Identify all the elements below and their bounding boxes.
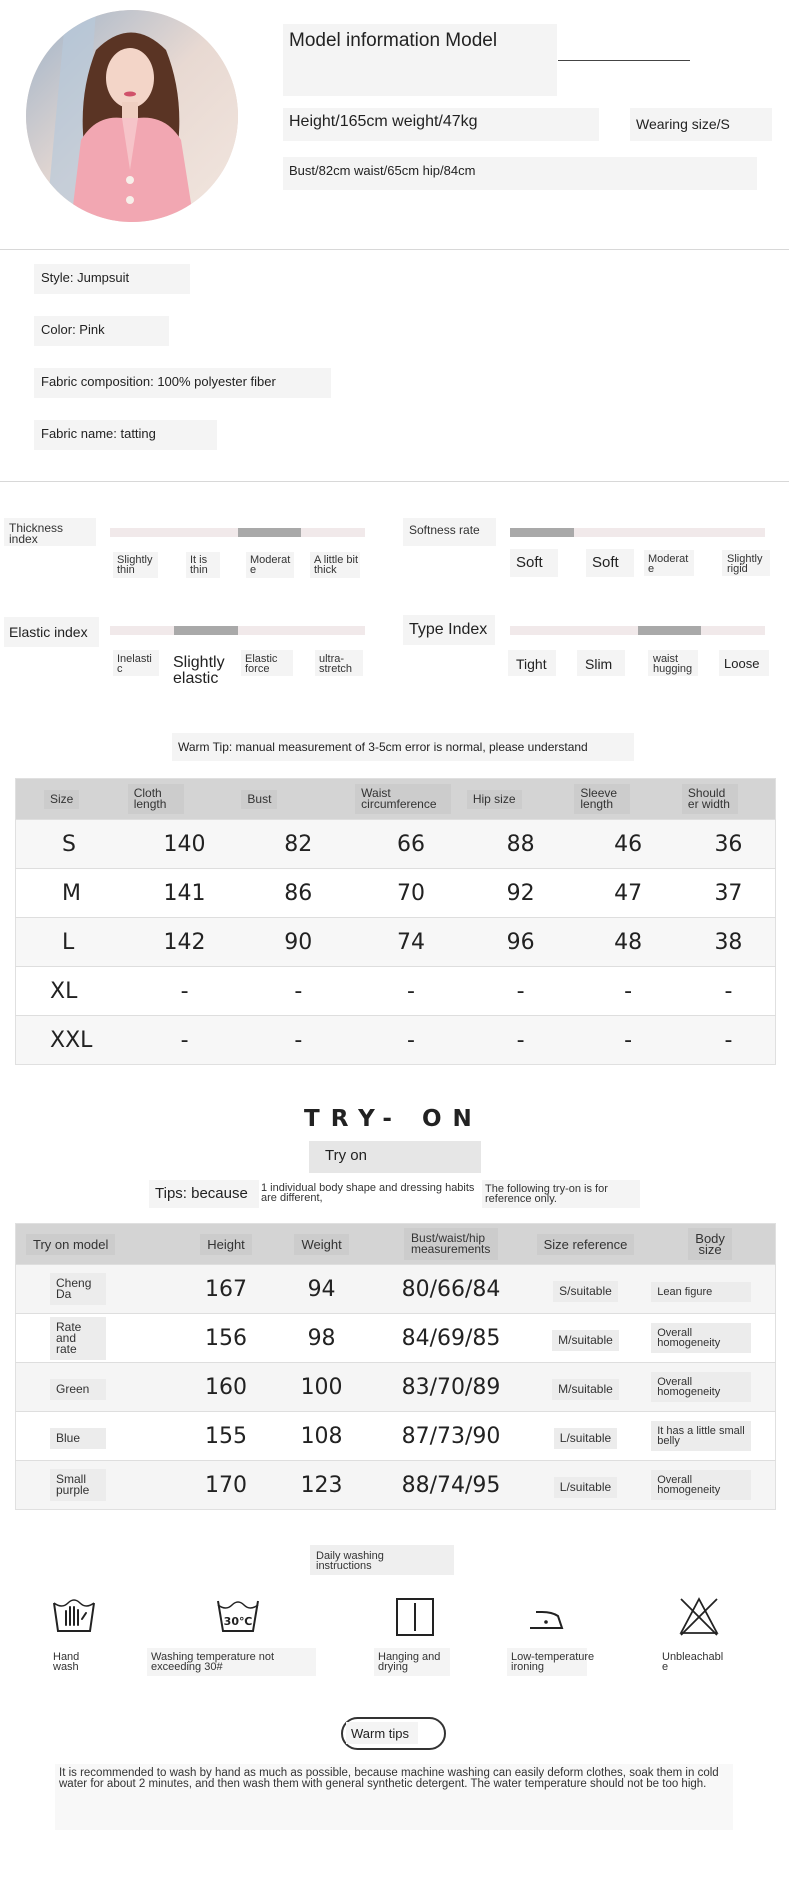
table-cell: 46 [574, 820, 682, 869]
hand-wash-icon [52, 1595, 96, 1639]
table-cell: 155 [185, 1412, 267, 1461]
size-table [15, 778, 776, 1065]
header-cell [267, 1224, 376, 1265]
size-reference: L/suitable [554, 1428, 617, 1449]
table-cell: 70 [355, 869, 467, 918]
header-waist: Waist circumference [355, 784, 451, 814]
header-measurements: Bust/waist/hip measurements [404, 1228, 498, 1260]
table-cell [16, 1412, 186, 1461]
washing-title: Daily washing instructions [316, 1550, 384, 1572]
table-cell: - [574, 967, 682, 1016]
wash-temp-label: Washing temperature not exceeding 30# [151, 1651, 275, 1673]
no-bleach-icon [677, 1595, 721, 1639]
hand-wash-label: Hand wash [53, 1651, 80, 1673]
table-cell: - [467, 967, 575, 1016]
header-weight: Weight [294, 1234, 348, 1255]
table-cell: 167 [185, 1265, 267, 1314]
divider [0, 481, 789, 482]
table-cell [526, 1461, 645, 1510]
table-cell [16, 1314, 186, 1363]
table-cell: 108 [267, 1412, 376, 1461]
hang-dry-label: Hanging and drying [378, 1651, 441, 1673]
size-reference: M/suitable [552, 1379, 619, 1400]
header-cloth-length: Cloth length [128, 784, 184, 814]
model-photo [26, 10, 238, 222]
size-reference: L/suitable [554, 1477, 617, 1498]
table-cell: 87/73/90 [376, 1412, 525, 1461]
body-size: It has a little small belly [651, 1421, 751, 1451]
wash-30-text: 30℃ [223, 1615, 253, 1628]
model-name: Small purple [50, 1469, 106, 1501]
thickness-fill [238, 528, 301, 537]
thickness-option-4: A little bit thick [314, 554, 359, 576]
tips-middle: 1 individual body shape and dressing habits are different, [261, 1182, 475, 1204]
table-cell: - [682, 1016, 776, 1065]
table-cell: - [128, 1016, 242, 1065]
header-cell [376, 1224, 525, 1265]
wash-30-icon [216, 1595, 260, 1639]
thickness-index-label: Thickness index [9, 521, 64, 546]
header-body-size: Body size [688, 1228, 732, 1260]
table-cell: 80/66/84 [376, 1265, 525, 1314]
header-cell [682, 779, 776, 820]
table-cell: 96 [467, 918, 575, 967]
header-size: Size [44, 790, 79, 809]
table-row [16, 1016, 776, 1065]
table-cell: 98 [267, 1314, 376, 1363]
product-composition: Fabric composition: 100% polyester fiber [41, 374, 276, 389]
header-hip: Hip size [467, 790, 522, 809]
table-row [16, 918, 776, 967]
table-cell: - [128, 967, 242, 1016]
table-cell: XL [16, 967, 128, 1016]
table-row [16, 1363, 776, 1412]
header-cell [16, 779, 128, 820]
table-cell: 84/69/85 [376, 1314, 525, 1363]
table-cell [645, 1314, 775, 1363]
model-name: Cheng Da [50, 1273, 106, 1305]
product-style: Style: Jumpsuit [41, 270, 130, 285]
warm-tips-body: It is recommended to wash by hand as much as possible, because machine washing can easily deform clothes, soak them in cold water for about 2 minutes, and then wash them with general synthetic detergent. The water temperature should not be too high. [59, 1767, 719, 1790]
table-row [16, 820, 776, 869]
table-cell [16, 1461, 186, 1510]
header-height: Height [200, 1234, 252, 1255]
low-iron-label: Low-temperature ironing [511, 1651, 595, 1673]
header-sleeve: Sleeve length [574, 784, 630, 814]
table-cell: 142 [128, 918, 242, 967]
table-cell: - [241, 1016, 355, 1065]
table-row [16, 1265, 776, 1314]
tryon-heading: TRY- ON [304, 1106, 483, 1132]
table-cell [16, 1363, 186, 1412]
table-cell: - [241, 967, 355, 1016]
softness-fill [510, 528, 574, 537]
table-cell [526, 1363, 645, 1412]
header-cell [185, 1224, 267, 1265]
model-illustration [26, 10, 238, 222]
title-underline [558, 60, 690, 61]
hang-dry-icon [393, 1595, 437, 1639]
header-cell [241, 779, 355, 820]
size-reference: S/suitable [553, 1281, 618, 1302]
elastic-index-label: Elastic index [9, 624, 88, 640]
table-cell: - [682, 967, 776, 1016]
table-cell: - [467, 1016, 575, 1065]
header-cell [16, 1224, 186, 1265]
table-cell: 94 [267, 1265, 376, 1314]
table-cell [645, 1412, 775, 1461]
table-cell [526, 1265, 645, 1314]
softness-bar [510, 528, 765, 537]
table-cell: 141 [128, 869, 242, 918]
table-row [16, 967, 776, 1016]
table-cell: 86 [241, 869, 355, 918]
elastic-option-3: Elastic force [245, 653, 278, 675]
table-cell: - [355, 1016, 467, 1065]
wearing-size: Wearing size/S [636, 116, 730, 132]
table-cell: 123 [267, 1461, 376, 1510]
table-cell: 156 [185, 1314, 267, 1363]
table-cell [645, 1265, 775, 1314]
table-cell: 90 [241, 918, 355, 967]
type-option-2: Slim [585, 656, 613, 672]
header-cell [467, 779, 575, 820]
header-cell [355, 779, 467, 820]
table-cell: S [16, 820, 128, 869]
softness-option-2: Soft [592, 554, 619, 571]
table-cell: 38 [682, 918, 776, 967]
elastic-option-4: ultra-stretch [319, 653, 353, 675]
table-cell: 88 [467, 820, 575, 869]
tips-prefix: Tips: because [155, 1185, 248, 1202]
body-size: Overall homogeneity [651, 1470, 751, 1500]
header-size-ref: Size reference [537, 1234, 635, 1255]
table-cell: L [16, 918, 128, 967]
thickness-bar [110, 528, 365, 537]
elastic-option-2: Slightly elastic [173, 654, 225, 687]
softness-rate-label: Softness rate [409, 523, 480, 537]
table-cell: 140 [128, 820, 242, 869]
header-model: Try on model [26, 1234, 115, 1255]
table-cell: 83/70/89 [376, 1363, 525, 1412]
softness-option-3: Moderate [648, 553, 689, 575]
table-row [16, 1314, 776, 1363]
softness-option-4: Slightly rigid [727, 553, 763, 575]
header-cell [526, 1224, 645, 1265]
table-cell: 82 [241, 820, 355, 869]
tryon-table-header [16, 1224, 776, 1265]
table-cell [16, 1265, 186, 1314]
type-option-3: waist hugging [653, 653, 693, 675]
header-bust: Bust [241, 790, 277, 809]
model-name: Rate and rate [50, 1317, 106, 1360]
thickness-option-1: Slightly thin [117, 554, 153, 576]
table-cell: 37 [682, 869, 776, 918]
thickness-option-2: It is thin [190, 554, 208, 576]
table-cell: 88/74/95 [376, 1461, 525, 1510]
model-title: Model information Model [289, 30, 498, 51]
elastic-bar [110, 626, 365, 635]
table-cell [526, 1314, 645, 1363]
type-option-4: Loose [724, 656, 760, 671]
warm-tip: Warm Tip: manual measurement of 3-5cm error is normal, please understand [178, 740, 588, 754]
table-cell: 170 [185, 1461, 267, 1510]
size-reference: M/suitable [552, 1330, 619, 1351]
tips-suffix: The following try-on is for reference only. [485, 1183, 608, 1205]
type-option-1: Tight [516, 656, 547, 672]
table-row [16, 1461, 776, 1510]
header-shoulder: Shoulder width [682, 784, 738, 814]
table-cell: 92 [467, 869, 575, 918]
table-cell: 66 [355, 820, 467, 869]
no-bleach-label: Unbleachable [662, 1651, 724, 1673]
product-color: Color: Pink [41, 322, 105, 337]
tryon-subheading: Try on [325, 1147, 367, 1164]
softness-option-1: Soft [516, 554, 543, 571]
elastic-fill [174, 626, 238, 635]
header-cell [574, 779, 682, 820]
body-size: Lean figure [651, 1282, 751, 1302]
body-size: Overall homogeneity [651, 1323, 751, 1353]
table-cell: 48 [574, 918, 682, 967]
elastic-option-1: Inelastic [117, 653, 152, 675]
table-cell: 100 [267, 1363, 376, 1412]
model-name: Blue [50, 1428, 106, 1449]
model-name: Green [50, 1379, 106, 1400]
warm-tips-title: Warm tips [351, 1726, 410, 1741]
type-index-label: Type Index [409, 621, 488, 638]
table-cell: - [355, 967, 467, 1016]
type-bar [510, 626, 765, 635]
divider [0, 249, 789, 250]
size-table-header [16, 779, 776, 820]
body-size: Overall homogeneity [651, 1372, 751, 1402]
table-cell: 74 [355, 918, 467, 967]
table-cell: - [574, 1016, 682, 1065]
table-cell [526, 1412, 645, 1461]
thickness-option-3: Moderate [250, 554, 291, 576]
header-cell [128, 779, 242, 820]
tryon-table [15, 1223, 776, 1510]
table-cell [645, 1363, 775, 1412]
table-cell: 36 [682, 820, 776, 869]
table-cell: XXL [16, 1016, 128, 1065]
table-cell: M [16, 869, 128, 918]
table-cell [645, 1461, 775, 1510]
table-row [16, 869, 776, 918]
table-cell: 160 [185, 1363, 267, 1412]
table-row [16, 1412, 776, 1461]
low-iron-icon [524, 1598, 568, 1642]
height-weight: Height/165cm weight/47kg [289, 113, 478, 130]
header-cell [645, 1224, 775, 1265]
model-measurements: Bust/82cm waist/65cm hip/84cm [289, 163, 476, 178]
type-fill [638, 626, 701, 635]
product-fabric-name: Fabric name: tatting [41, 426, 156, 441]
table-cell: 47 [574, 869, 682, 918]
